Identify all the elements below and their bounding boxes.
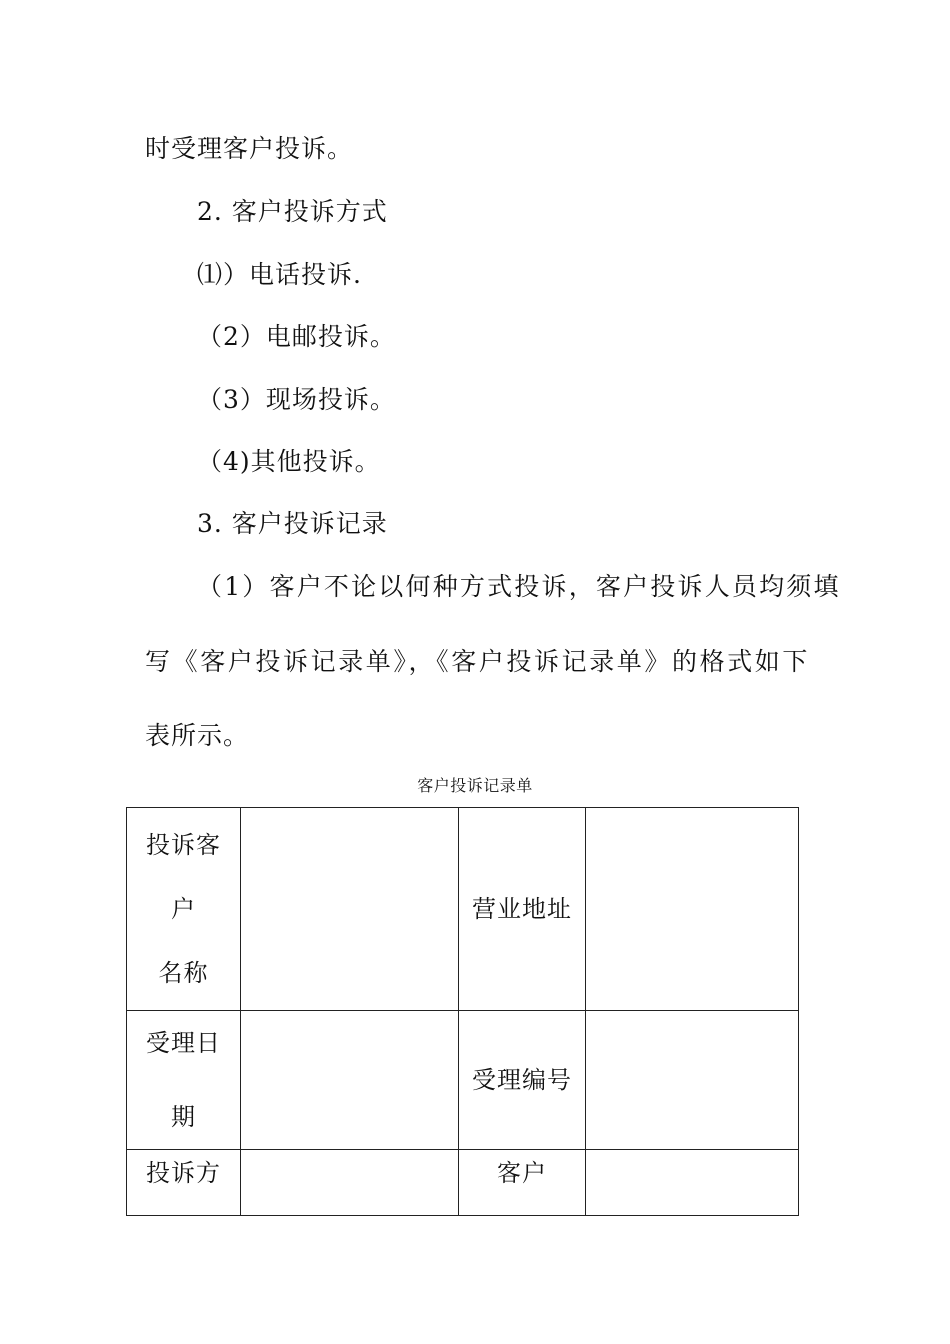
list-item-email: （2）电邮投诉。 (197, 322, 396, 351)
paragraph-continuation: 时受理客户投诉。 (145, 134, 354, 163)
label-line: 受理日 (146, 1029, 221, 1057)
label-cell-customer: 客户 (459, 1150, 586, 1216)
list-item-phone: ⑴）电话投诉. (197, 260, 362, 289)
paragraph-line-2: 写《客户投诉记录单》，《客户投诉记录单》的格式如下 (145, 647, 811, 676)
label-cell-accept-date (127, 1011, 241, 1150)
value-cell-complaint-method[interactable] (241, 1150, 459, 1216)
table-caption: 客户投诉记录单 (417, 776, 533, 795)
table-row (127, 1011, 799, 1150)
label-cell-business-address: 营业地址 (459, 808, 586, 1011)
section-heading-3: 3. 客户投诉记录 (197, 509, 388, 538)
value-cell-accept-number[interactable] (586, 1011, 799, 1150)
complaint-record-table (126, 807, 799, 1216)
list-item-other: （4)其他投诉。 (197, 447, 381, 476)
value-cell-accept-date[interactable] (241, 1011, 459, 1150)
value-cell-business-address[interactable] (586, 808, 799, 1011)
label-line: 户 (171, 895, 196, 923)
table-row (127, 808, 799, 1011)
paragraph-line-1 (197, 570, 841, 604)
table-row (127, 1150, 799, 1216)
paragraph-text: （1）客户不论以何种方式投诉，客户投诉人员均须填 (197, 572, 841, 601)
label-line: 名称 (158, 959, 209, 987)
label-cell-complaint-method (127, 1150, 241, 1216)
label-line: 期 (171, 1103, 196, 1131)
label-line: 投诉方 (146, 1159, 221, 1187)
section-heading-2: 2. 客户投诉方式 (197, 197, 388, 226)
value-cell-customer-name[interactable] (241, 808, 459, 1011)
label-cell-accept-number: 受理编号 (459, 1011, 586, 1150)
label-line: 投诉客 (146, 831, 221, 859)
value-cell-customer[interactable] (586, 1150, 799, 1216)
list-item-onsite: （3）现场投诉。 (197, 385, 396, 414)
label-cell-customer-name (127, 808, 241, 1011)
paragraph-line-3: 表所示。 (145, 721, 250, 750)
